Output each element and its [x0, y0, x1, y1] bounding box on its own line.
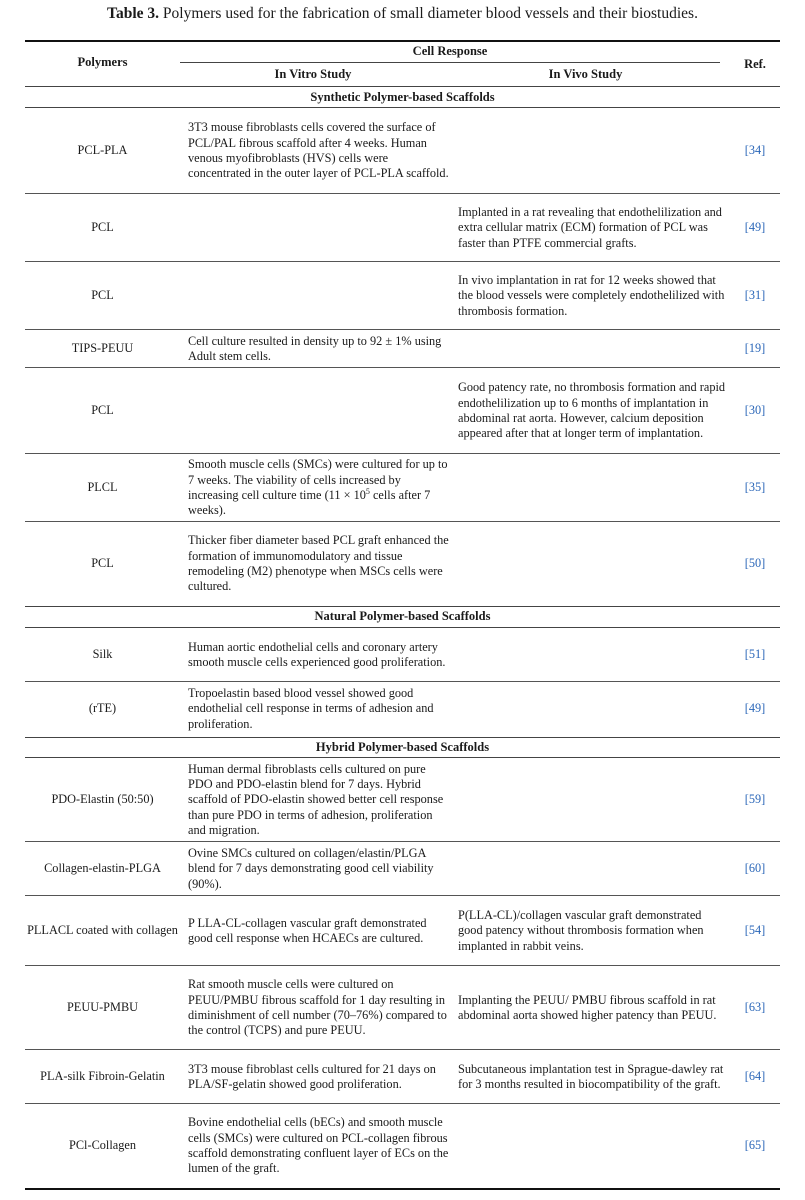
table-row — [25, 966, 780, 1050]
in-vivo-cell — [458, 108, 728, 194]
in-vivo-cell — [458, 842, 728, 896]
polymer-cell: PCL — [91, 220, 114, 235]
table-row — [25, 758, 780, 842]
in-vitro-text: Smooth muscle cells (SMCs) were cultured for up to 7 weeks. The viability of cells increased by increasing cell culture time (11 × 10 — [188, 457, 448, 502]
table-row — [25, 1104, 780, 1188]
reference-link[interactable]: [31] — [744, 288, 766, 303]
caption-text: Polymers used for the fabrication of small diameter blood vessels and their biostudies. — [162, 5, 698, 22]
polymer-cell: PEUU-PMBU — [66, 1000, 139, 1015]
reference-link[interactable]: [60] — [744, 861, 766, 876]
header-polymers: Polymers — [77, 55, 128, 69]
table-row — [25, 194, 780, 262]
reference-link[interactable]: [65] — [744, 1138, 766, 1153]
header-rule — [25, 86, 780, 87]
reference-link[interactable]: [63] — [744, 1000, 766, 1015]
reference-link[interactable]: [54] — [744, 923, 766, 938]
table-caption — [0, 4, 805, 24]
in-vivo-cell — [458, 628, 728, 682]
in-vivo-cell: Implanted in a rat revealing that endothelilization and extra cellular matrix (ECM) formation of PCL was faster than PTFE commercial grafts. — [458, 205, 722, 250]
polymer-cell: PDO-Elastin (50:50) — [51, 792, 154, 807]
top-rule — [25, 40, 780, 42]
in-vitro-cell: Rat smooth muscle cells were cultured on PEUU/PMBU fibrous scaffold for 1 day resulting in diminishment of cell number (70–76%) compared to the control (TCPS) and pure PEUU. — [188, 977, 447, 1038]
in-vitro-cell: 3T3 mouse fibroblasts cells covered the surface of PCL/PAL fibrous scaffold after 4 weeks. Human venous myofibroblasts (HVS) cells were concentrated in the outer layer of PCL-PLA scaffold. — [188, 120, 449, 181]
in-vitro-text-end: cells after 7 weeks). — [188, 488, 431, 518]
exponent: 5 — [365, 486, 370, 496]
in-vitro-cell: Thicker fiber diameter based PCL graft enhanced the formation of immunomodulatory and tissue remodeling (M2) phenotype when MSCs cells were cultured. — [188, 533, 449, 594]
reference-link[interactable]: [59] — [744, 792, 766, 807]
polymer-cell: PCL — [91, 556, 114, 571]
table-row — [25, 628, 780, 682]
in-vitro-cell: Cell culture resulted in density up to 92 ± 1% using Adult stem cells. — [188, 333, 442, 363]
in-vitro-cell: P LLA-CL-collagen vascular graft demonstrated good cell response when HCAECs are cultured. — [188, 915, 427, 945]
in-vitro-cell: 3T3 mouse fibroblast cells cultured for 21 days on PLA/SF-gelatin showed good proliferation. — [188, 1061, 436, 1091]
in-vivo-cell — [458, 330, 728, 368]
reference-link[interactable]: [64] — [744, 1069, 766, 1084]
cell-response-rule — [180, 62, 720, 63]
in-vivo-cell: P(LLA-CL)/collagen vascular graft demonstrated good patency without thrombosis formation when implanted in rabbit veins. — [458, 908, 704, 953]
table-row — [25, 1050, 780, 1104]
in-vitro-cell: Human dermal fibroblasts cells cultured on pure PDO and PDO-elastin blend for 7 days. Hybrid scaffold of PDO-elastin showed better cell response than pure PDO in terms of adhesion, proliferation and migration. — [188, 761, 444, 837]
in-vitro-cell — [188, 262, 450, 330]
in-vitro-cell — [188, 454, 450, 522]
polymer-cell: Silk — [92, 647, 113, 662]
table-row — [25, 842, 780, 896]
section-title: Synthetic Polymer-based Scaffolds — [310, 90, 495, 104]
polymer-cell: PCl-Collagen — [69, 1138, 136, 1153]
in-vivo-cell — [458, 1104, 728, 1188]
table-row — [25, 108, 780, 194]
section-title: Natural Polymer-based Scaffolds — [314, 609, 491, 623]
reference-link[interactable]: [49] — [744, 701, 766, 716]
table-row — [25, 896, 780, 966]
header-in-vivo: In Vivo Study — [548, 67, 623, 81]
in-vitro-cell: Bovine endothelial cells (bECs) and smooth muscle cells (SMCs) were cultured on PCL-collagen fibrous scaffold demonstrating confluent layer of ECs on the lumen of the graft. — [188, 1115, 449, 1176]
polymer-cell: PCL — [91, 403, 114, 418]
in-vitro-cell: Ovine SMCs cultured on collagen/elastin/PLGA blend for 7 days demonstrating good cell viability (90%). — [188, 846, 434, 891]
reference-link[interactable]: [34] — [744, 143, 766, 158]
header-in-vitro: In Vitro Study — [274, 67, 352, 81]
reference-link[interactable]: [19] — [744, 341, 766, 356]
header-ref: Ref. — [744, 57, 766, 71]
reference-link[interactable]: [30] — [744, 403, 766, 418]
in-vivo-cell — [458, 758, 728, 842]
table-row — [25, 330, 780, 368]
in-vivo-cell: In vivo implantation in rat for 12 weeks showed that the blood vessels were completely endothelilized with thrombosis formation. — [458, 273, 725, 318]
caption-label: Table 3. — [107, 5, 160, 22]
header-cell-response: Cell Response — [412, 44, 488, 58]
in-vivo-cell: Subcutaneous implantation test in Sprague-dawley rat for 3 months resulted in biocompatibility of the graft. — [458, 1061, 724, 1091]
polymer-cell: PLLACL coated with collagen — [27, 923, 178, 938]
table-row — [25, 262, 780, 330]
in-vivo-cell: Good patency rate, no thrombosis formation and rapid endothelilization up to 6 months of implantation in abdominal rat aorta. However, calcium deposition appeared after that at longer term of implantation. — [458, 380, 726, 441]
reference-link[interactable]: [35] — [744, 480, 766, 495]
polymer-cell: PLA-silk Fibroin-Gelatin — [40, 1069, 165, 1084]
in-vivo-cell — [458, 454, 728, 522]
table-row — [25, 368, 780, 454]
in-vivo-cell: Implanting the PEUU/ PMBU fibrous scaffold in rat abdominal aorta showed higher patency than PEUU. — [458, 992, 717, 1022]
section-title: Hybrid Polymer-based Scaffolds — [315, 740, 490, 754]
reference-link[interactable]: [51] — [744, 647, 766, 662]
table-row — [25, 522, 780, 606]
section-rule — [25, 606, 780, 607]
polymer-cell: PCL-PLA — [77, 143, 128, 158]
reference-link[interactable]: [50] — [744, 556, 766, 571]
polymer-cell: PLCL — [87, 480, 118, 495]
polymer-cell: (rTE) — [88, 701, 117, 716]
in-vitro-cell — [188, 368, 450, 454]
in-vivo-cell — [458, 682, 728, 736]
in-vivo-cell — [458, 522, 728, 606]
in-vitro-cell — [188, 194, 450, 262]
polymer-cell: Collagen-elastin-PLGA — [44, 861, 161, 876]
polymer-cell: PCL — [91, 288, 114, 303]
table-row — [25, 682, 780, 736]
in-vitro-cell: Tropoelastin based blood vessel showed good endothelial cell response in terms of adhesion and proliferation. — [188, 686, 434, 731]
polymer-cell: TIPS-PEUU — [71, 341, 134, 356]
section-rule — [25, 737, 780, 738]
table-row — [25, 454, 780, 522]
in-vitro-cell: Human aortic endothelial cells and coronary artery smooth muscle cells experienced good proliferation. — [188, 639, 446, 669]
bottom-rule — [25, 1188, 780, 1190]
reference-link[interactable]: [49] — [744, 220, 766, 235]
